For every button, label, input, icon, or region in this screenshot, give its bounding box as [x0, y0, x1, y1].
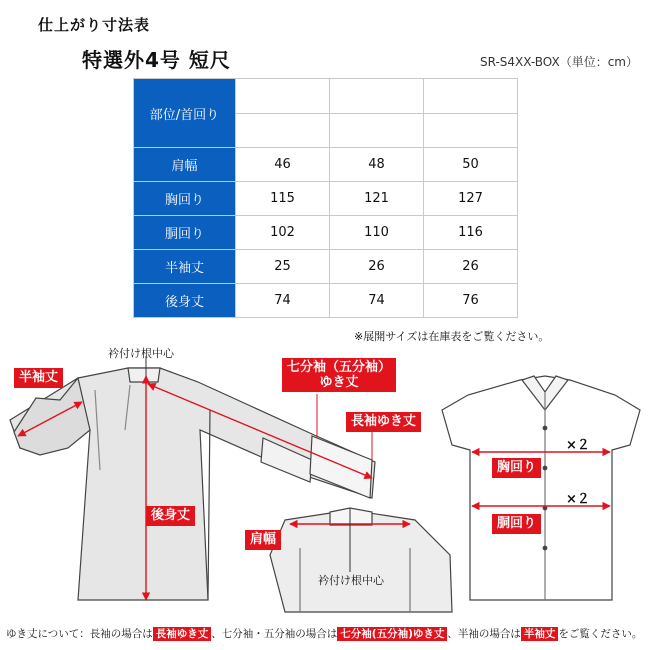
row-label: 後身丈 [134, 284, 236, 318]
times-two-waist: ×２ [566, 492, 590, 507]
waist-label: 胴回り [492, 514, 541, 534]
table-cell: 26 [330, 250, 424, 284]
collar-center-label: 衿付け根中心 [108, 347, 174, 360]
product-code: SR-S4XX-BOX（単位：cm） [479, 55, 638, 69]
short-sleeve-label: 半袖丈 [14, 368, 63, 388]
table-cell: 48 [330, 148, 424, 182]
three-quarter-sleeve-label [282, 358, 396, 392]
table-cell: 74 [330, 284, 424, 318]
table-cell: 50 [424, 148, 518, 182]
table-cell: 110 [330, 216, 424, 250]
stock-note: ※展開サイズは在庫表をご覧ください。 [354, 330, 550, 343]
three-quarter-line1: 七分袖（五分袖） [287, 360, 392, 375]
collar-41: 41 [330, 79, 424, 114]
table-cell: 116 [424, 216, 518, 250]
collar-43: 43 [424, 79, 518, 114]
table-cell: 25 [236, 250, 330, 284]
times-two-chest: ×２ [566, 438, 590, 453]
collar-39: 39 [236, 79, 330, 114]
shoulder-label: 肩幅 [245, 530, 281, 550]
row-label: 肩幅 [134, 148, 236, 182]
front-view-shirt [442, 376, 640, 600]
chart-title: 仕上がり寸法表 [38, 16, 151, 34]
collar-center-label-2: 衿付け根中心 [318, 574, 384, 587]
size-2l: 2L [424, 113, 518, 148]
row-label: 半袖丈 [134, 250, 236, 284]
footer-tag-three-quarter: 七分袖(五分袖)ゆき丈 [337, 627, 447, 641]
footer-text: をご覧ください。 [558, 628, 643, 640]
back-length-label: 後身丈 [146, 506, 195, 526]
corner-label: 部位/首回り [134, 79, 236, 148]
row-label: 胸回り [134, 182, 236, 216]
table-cell: 127 [424, 182, 518, 216]
size-l: L [330, 113, 424, 148]
table-cell: 121 [330, 182, 424, 216]
footer-note [6, 626, 642, 641]
table-cell: 102 [236, 216, 330, 250]
footer-tag-long-sleeve: 長袖ゆき丈 [153, 627, 212, 641]
product-name: 特選外4号 短尺 [82, 48, 231, 72]
chest-label: 胸回り [492, 458, 541, 478]
footer-text: ゆき丈について：長袖の場合は [6, 628, 153, 640]
table-cell: 76 [424, 284, 518, 318]
long-sleeve-label: 長袖ゆき丈 [346, 412, 421, 432]
footer-text: 、七分袖・五分袖の場合は [211, 628, 338, 640]
footer-tag-short-sleeve: 半袖丈 [521, 627, 559, 641]
table-cell: 26 [424, 250, 518, 284]
footer-text: 、半袖の場合は [447, 628, 521, 640]
table-cell: 46 [236, 148, 330, 182]
table-cell: 115 [236, 182, 330, 216]
size-m: M [236, 113, 330, 148]
three-quarter-line2: ゆき丈 [319, 375, 359, 390]
table-cell: 74 [236, 284, 330, 318]
row-label: 胴回り [134, 216, 236, 250]
